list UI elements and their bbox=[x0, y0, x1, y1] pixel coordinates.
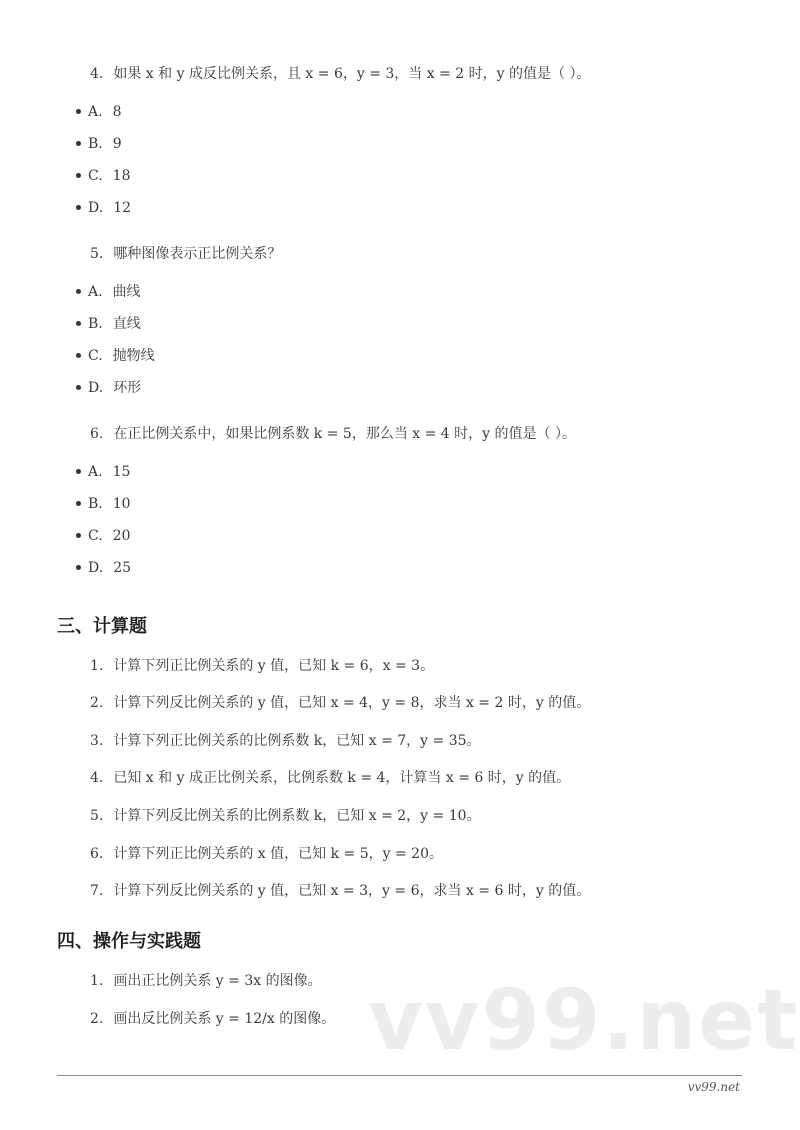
question-number: 5. bbox=[90, 246, 104, 262]
question-5 bbox=[90, 244, 281, 264]
option-item: A. 8 bbox=[76, 102, 121, 122]
calc-item: 7. 计算下列反比例关系的 y 值，已知 x = 3，y = 6，求当 x = 6 时，y 的值。 bbox=[90, 883, 591, 899]
option-item: D. 环形 bbox=[76, 378, 141, 398]
bullet-icon bbox=[76, 469, 81, 474]
bullet-icon bbox=[76, 533, 81, 538]
bullet-icon bbox=[76, 173, 81, 178]
question-text: 哪种图像表示正比例关系？ bbox=[113, 246, 282, 262]
bullet-icon bbox=[76, 321, 81, 326]
bullet-icon bbox=[76, 109, 81, 114]
question-4 bbox=[90, 64, 590, 84]
watermark: vv99.net bbox=[368, 971, 800, 1069]
calc-item: 4. 已知 x 和 y 成正比例关系，比例系数 k = 4，计算当 x = 6 时，y 的值。 bbox=[90, 770, 571, 786]
practice-item: 1. 画出正比例关系 y = 3x 的图像。 bbox=[90, 973, 322, 989]
option-item: C. 18 bbox=[76, 166, 131, 186]
bullet-icon bbox=[76, 565, 81, 570]
calc-item: 3. 计算下列正比例关系的比例系数 k，已知 x = 7，y = 35。 bbox=[90, 733, 481, 749]
question-number: 4. bbox=[90, 66, 104, 82]
option-item: D. 25 bbox=[76, 558, 131, 578]
option-item: D. 12 bbox=[76, 198, 131, 218]
section-heading-calculation: 三、计算题 bbox=[57, 616, 147, 637]
bullet-icon bbox=[76, 141, 81, 146]
footer-rule bbox=[57, 1075, 742, 1076]
calc-item: 6. 计算下列正比例关系的 x 值，已知 k = 5，y = 20。 bbox=[90, 846, 443, 862]
calc-item: 1. 计算下列正比例关系的 y 值，已知 k = 6，x = 3。 bbox=[90, 658, 435, 674]
bullet-icon bbox=[76, 353, 81, 358]
option-item: C. 抛物线 bbox=[76, 346, 155, 366]
bullet-icon bbox=[76, 289, 81, 294]
footer-text: vv99.net bbox=[687, 1080, 740, 1094]
bullet-icon bbox=[76, 501, 81, 506]
practice-item: 2. 画出反比例关系 y = 12/x 的图像。 bbox=[90, 1011, 336, 1027]
option-item: B. 直线 bbox=[76, 314, 141, 334]
calc-item: 2. 计算下列反比例关系的 y 值，已知 x = 4，y = 8，求当 x = 2 时，y 的值。 bbox=[90, 695, 591, 711]
bullet-icon bbox=[76, 205, 81, 210]
bullet-icon bbox=[76, 385, 81, 390]
question-6 bbox=[90, 424, 576, 444]
option-item: A. 15 bbox=[76, 462, 130, 482]
option-item: B. 9 bbox=[76, 134, 122, 154]
option-item: A. 曲线 bbox=[76, 282, 141, 302]
option-item: B. 10 bbox=[76, 494, 131, 514]
question-text: 如果 x 和 y 成反比例关系，且 x = 6，y = 3，当 x = 2 时，y 的值是（ ）。 bbox=[113, 66, 591, 82]
calc-item: 5. 计算下列反比例关系的比例系数 k，已知 x = 2，y = 10。 bbox=[90, 808, 481, 824]
question-number: 6. bbox=[90, 426, 104, 442]
question-text: 在正比例关系中，如果比例系数 k = 5，那么当 x = 4 时，y 的值是（ ）。 bbox=[113, 426, 576, 442]
option-item: C. 20 bbox=[76, 526, 131, 546]
section-heading-practice: 四、操作与实践题 bbox=[57, 931, 201, 952]
